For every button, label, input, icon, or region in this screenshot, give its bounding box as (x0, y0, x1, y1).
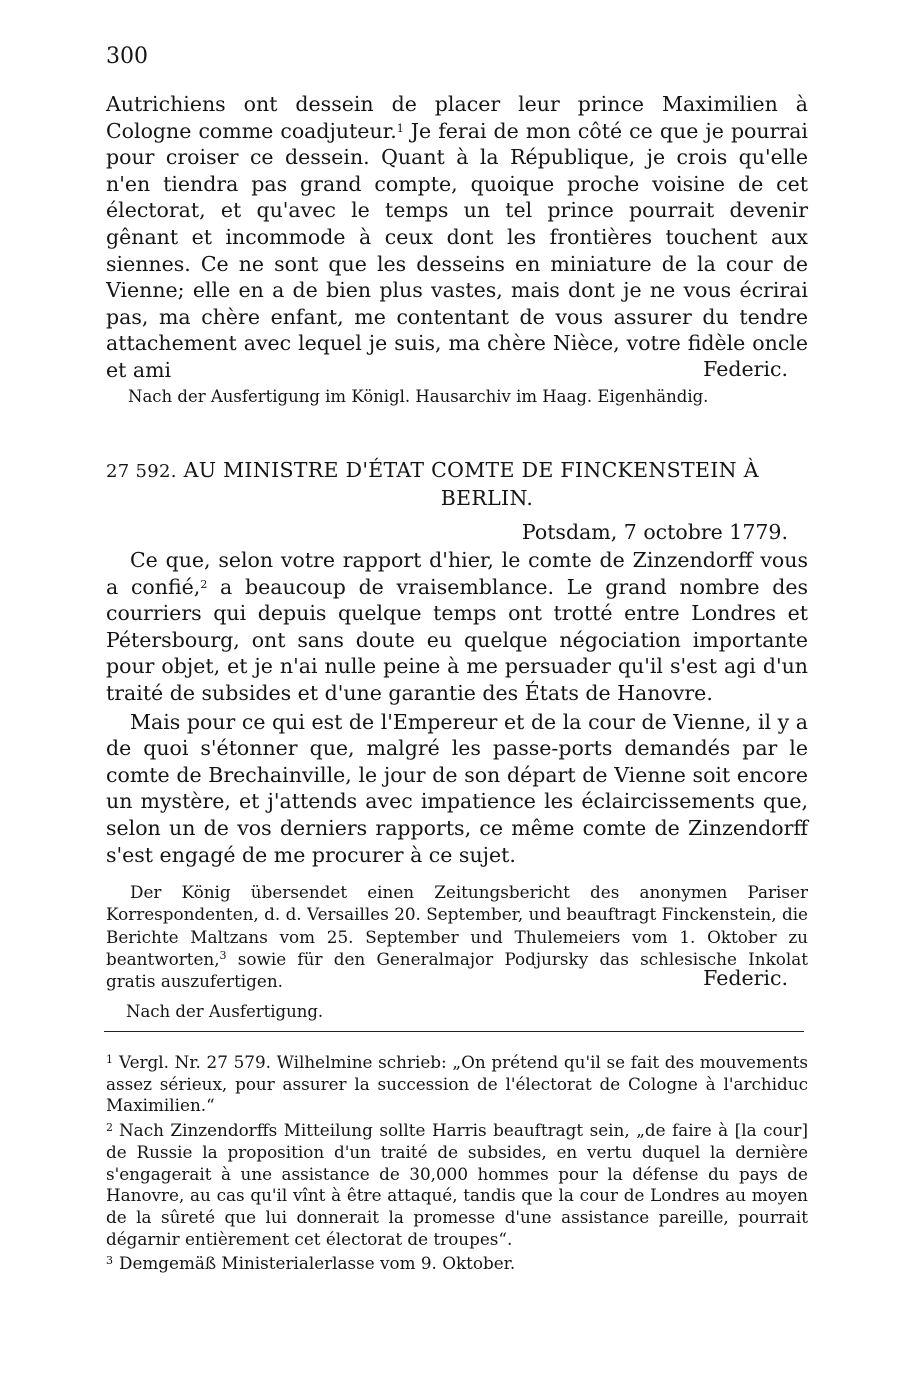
letter-heading-line2: BERLIN. (440, 486, 534, 510)
footnotes (106, 1049, 808, 1275)
letter-paragraph-2: Mais pour ce qui est de l'Empereur et de la cour de Vienne, il y a de quoi s'étonner que, malgré les passe-ports demandés par le comte de Brechainville, le jour de son départ de Vienne soit encore un mystère, et j'attends avec impatience les éclaircissements que, selon un de vos derniers rapports, ce même comte de Zinzendorff s'est engagé de me procurer à ce sujet. (106, 709, 808, 867)
letter-paragraph-1: Ce que, selon votre rapport d'hier, le comte de Zinzendorff vous a confié,$^2$ a beaucoup de vraisemblance. Le grand nombre des courriers qui depuis quelque temps ont trotté entre Londres et Pétersbourg, ont sans doute eu quelque négociation importante pour objet, et je n'ai nulle peine à me persuader qu'il s'est agi d'un traité de subsides et d'une garantie des États de Hanovre. (106, 548, 808, 705)
footnote-ref-1: 1 (396, 121, 404, 135)
letter-summary: Der König übersendet einen Zeitungsbericht des anonymen Pariser Korrespondenten, d. d. Versailles 20. September, und beauftragt Finckenstein, die Berichte Maltzans vom 25. September und Thulemeiers vom 1. Oktober zu beantworten,$^3$ sowie für den Generalmajor Podjursky das schlesische Inkolat gratis auszufertigen. (106, 882, 808, 992)
letter-body (106, 547, 808, 868)
letter-heading-line1: AU MINISTRE D'ÉTAT COMTE DE FINCKENSTEIN À (183, 458, 759, 482)
footnote-2: $^2$ Nach Zinzendorffs Mitteilung sollte Harris beauftragt sein, „de faire à [la cour] de Russie la proposition d'un traité de subsides, en vertu duquel la dernière s'engagerait à une assistance de 30,000 hommes pour la défense du pays de Hanovre, au cas qu'il vînt à être attaqué, tandis que la cour de Londres au moyen de la sûreté que lui donnerait la promesse d'une assistance pareille, pourrait dégarnir entièrement cet électorat de troupes“. (106, 1120, 808, 1249)
letter-dateline: Potsdam, 7 octobre 1779. (521, 520, 788, 544)
previous-letter-ending (106, 91, 808, 384)
letter-number: 27 592. (106, 461, 177, 482)
footnote-1: $^1$ Vergl. Nr. 27 579. Wilhelmine schrieb: „On prétend qu'il se fait des mouvements assez sérieux, pour assurer la succession de l'électorat de Cologne à l'archiduc Maximilien.“ (106, 1052, 808, 1116)
previous-letter-signature: Federic. (703, 357, 788, 381)
previous-letter-source-note: Nach der Ausfertigung im Königl. Hausarchiv im Haag. Eigenhändig. (128, 387, 709, 406)
letter-source-note: Nach der Ausfertigung. (126, 1002, 324, 1021)
footnote-3: $^3$ Demgemäß Ministerialerlasse vom 9. Oktober. (106, 1253, 516, 1274)
footnote-ref-2: 2 (200, 577, 208, 591)
letter-heading (106, 457, 808, 512)
previous-letter-paragraph: Autrichiens ont dessein de placer leur prince Maximilien à Cologne comme coadjuteur.$^1$ Je ferai de mon côté ce que je pourrai pour croiser ce dessein. Quant à la République, je crois qu'elle n'en tiendra pas grand compte, quoique proche voisine de cet électorat, et qu'avec le temps un tel prince pourrait devenir gênant et incommode à ceux dont les frontières touchent aux siennes. Ce ne sont que les desseins en miniature de la cour de Vienne; elle en a de bien plus vastes, mais dont je ne vous écrirai pas, ma chère enfant, me contentant de vous assurer du tendre attachement avec lequel je suis, ma chère Nièce, votre fidèle oncle et ami (106, 92, 808, 382)
letter-signature: Federic. (703, 966, 788, 990)
footnote-ref-3: 3 (219, 948, 227, 962)
page-number: 300 (106, 44, 148, 69)
footnote-rule (104, 1031, 804, 1032)
